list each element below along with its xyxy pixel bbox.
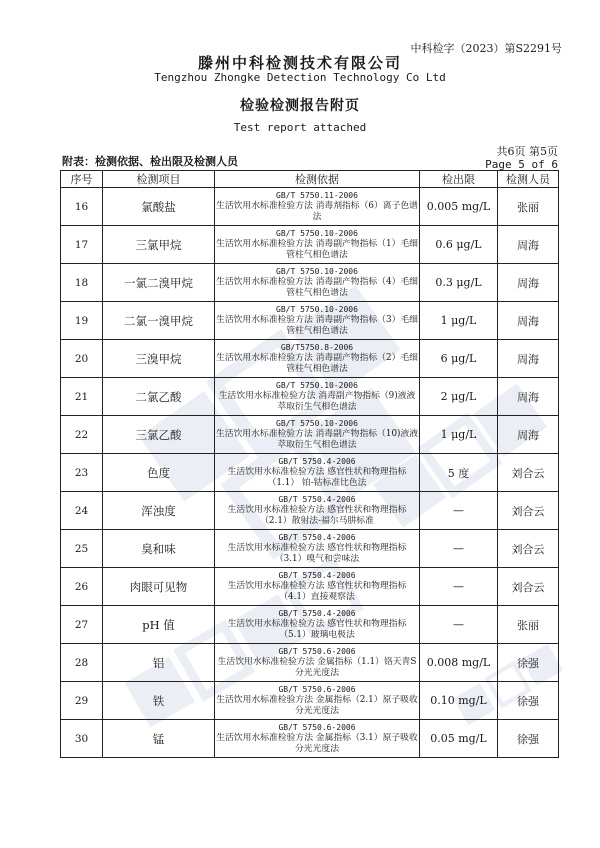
report-subtitle-cn: 检验检测报告附页 [240, 98, 360, 114]
test-item: 三氯乙酸 [103, 416, 215, 454]
detection-limit: 0.10 mg/L [420, 682, 498, 720]
row-number: 20 [61, 340, 103, 378]
standard-code: GB/T5750.8-2006 [280, 343, 354, 352]
standard-code: GB/T 5750.10-2006 [276, 229, 358, 238]
table-row [61, 454, 559, 492]
test-item: 氯酸盐 [103, 188, 215, 226]
detection-limit: 5 度 [420, 454, 498, 492]
test-basis [215, 644, 420, 682]
tester-name: 张丽 [498, 606, 559, 644]
test-item: 浑浊度 [103, 492, 215, 530]
test-basis [215, 226, 420, 264]
test-item: 色度 [103, 454, 215, 492]
test-basis-table [60, 170, 559, 758]
detection-limit: 2 μg/L [420, 378, 498, 416]
tester-name: 张丽 [498, 188, 559, 226]
tester-name: 周海 [498, 416, 559, 454]
table-row [61, 416, 559, 454]
table-row [61, 682, 559, 720]
test-basis [215, 568, 420, 606]
row-number: 22 [61, 416, 103, 454]
tester-name: 周海 [498, 340, 559, 378]
standard-code: GB/T 5750.4-2006 [278, 533, 356, 542]
method-description: 生活饮用水标准检验方法 消毒副产物指标（1）毛细管柱气相色谱法 [216, 239, 418, 260]
column-header-no: 序号 [61, 171, 103, 188]
test-item: 一氯二溴甲烷 [103, 264, 215, 302]
tester-name: 周海 [498, 264, 559, 302]
table-header-row [61, 171, 559, 188]
table-row [61, 264, 559, 302]
report-number: 中科检字（2023）第S2291号 [410, 42, 562, 55]
tester-name: 徐强 [498, 644, 559, 682]
detection-limit: 0.005 mg/L [420, 188, 498, 226]
detection-limit: 6 μg/L [420, 340, 498, 378]
test-basis [215, 340, 420, 378]
row-number: 30 [61, 720, 103, 758]
table-row [61, 188, 559, 226]
method-description: 生活饮用水标准检验方法 消毒副产物指标（10)液液萃取衍生气相色谱法 [215, 429, 419, 450]
test-basis [215, 302, 420, 340]
standard-code: GB/T 5750.10-2006 [276, 419, 358, 428]
test-item: 二氯乙酸 [103, 378, 215, 416]
row-number: 26 [61, 568, 103, 606]
test-basis [215, 606, 420, 644]
test-item: 三氯甲烷 [103, 226, 215, 264]
row-number: 28 [61, 644, 103, 682]
table-row [61, 378, 559, 416]
method-description: 生活饮用水标准检验方法 消毒副产物指标（9)液液萃取衍生气相色谱法 [218, 391, 416, 412]
test-basis [215, 682, 420, 720]
test-item: 臭和味 [103, 530, 215, 568]
table-row [61, 606, 559, 644]
row-number: 23 [61, 454, 103, 492]
test-basis [215, 454, 420, 492]
detection-limit: 1 μg/L [420, 416, 498, 454]
test-item: 铁 [103, 682, 215, 720]
method-description: 生活饮用水标准检验方法 感官性状和物理指标（1.1） 铂-钴标准比色法 [227, 467, 407, 488]
test-basis [215, 530, 420, 568]
tester-name: 刘合云 [498, 530, 559, 568]
detection-limit: — [420, 492, 498, 530]
standard-code: GB/T 5750.10-2006 [276, 305, 358, 314]
table-row [61, 720, 559, 758]
standard-code: GB/T 5750.10-2006 [276, 267, 358, 276]
method-description: 生活饮用水标准检验方法 消毒副产物指标（2）毛细管柱气相色谱法 [216, 353, 418, 374]
test-item: pH 值 [103, 606, 215, 644]
row-number: 24 [61, 492, 103, 530]
row-number: 18 [61, 264, 103, 302]
test-basis [215, 378, 420, 416]
table-row [61, 340, 559, 378]
row-number: 17 [61, 226, 103, 264]
tester-name: 周海 [498, 302, 559, 340]
method-description: 生活饮用水标准检验方法 消毒副产物指标（3）毛细管柱气相色谱法 [216, 315, 418, 336]
table-row [61, 302, 559, 340]
table-row [61, 568, 559, 606]
method-description: 生活饮用水标准检验方法 金属指标（1.1）铬天青S分光光度法 [217, 657, 417, 678]
test-item: 铝 [103, 644, 215, 682]
page-indicator-cn: 共6页 第5页 [496, 145, 558, 158]
standard-code: GB/T 5750.4-2006 [278, 457, 356, 466]
test-basis [215, 264, 420, 302]
row-number: 21 [61, 378, 103, 416]
method-description: 生活饮用水标准检验方法 金属指标（2.1）原子吸收分光光度法 [216, 695, 418, 716]
tester-name: 刘合云 [498, 492, 559, 530]
tester-name: 刘合云 [498, 454, 559, 492]
tester-name: 刘合云 [498, 568, 559, 606]
appendix-title: 附表：检测依据、检出限及检测人员 [62, 155, 238, 168]
test-item: 肉眼可见物 [103, 568, 215, 606]
detection-limit: 0.05 mg/L [420, 720, 498, 758]
test-item: 三溴甲烷 [103, 340, 215, 378]
tester-name: 周海 [498, 226, 559, 264]
method-description: 生活饮用水标准检验方法 消毒副产物指标（4）毛细管柱气相色谱法 [216, 277, 418, 298]
method-description: 生活饮用水标准检验方法 金属指标（3.1）原子吸收分光光度法 [216, 733, 418, 754]
test-basis [215, 416, 420, 454]
table-row [61, 492, 559, 530]
method-description: 生活饮用水标准检验方法 消毒剂指标（6）离子色谱法 [216, 201, 418, 222]
row-number: 29 [61, 682, 103, 720]
tester-name: 周海 [498, 378, 559, 416]
detection-limit: 0.3 μg/L [420, 264, 498, 302]
column-header-basis: 检测依据 [215, 171, 420, 188]
detection-limit: 0.008 mg/L [420, 644, 498, 682]
test-basis [215, 188, 420, 226]
company-name-en: Tengzhou Zhongke Detection Technology Co Ltd [154, 71, 446, 84]
table-row [61, 226, 559, 264]
row-number: 16 [61, 188, 103, 226]
standard-code: GB/T 5750.6-2006 [278, 723, 356, 732]
tester-name: 徐强 [498, 682, 559, 720]
test-basis [215, 492, 420, 530]
table-row [61, 530, 559, 568]
standard-code: GB/T 5750.11-2006 [276, 191, 358, 200]
standard-code: GB/T 5750.4-2006 [278, 571, 356, 580]
test-item: 锰 [103, 720, 215, 758]
standard-code: GB/T 5750.4-2006 [278, 609, 356, 618]
detection-limit: — [420, 568, 498, 606]
detection-limit: 0.6 μg/L [420, 226, 498, 264]
detection-limit: — [420, 530, 498, 568]
detection-limit: 1 μg/L [420, 302, 498, 340]
method-description: 生活饮用水标准检验方法 感官性状和物理指标（4.1）直接观察法 [227, 581, 407, 602]
method-description: 生活饮用水标准检验方法 感官性状和物理指标（5.1）玻璃电极法 [227, 619, 407, 640]
company-name-cn: 滕州中科检测技术有限公司 [197, 54, 402, 72]
standard-code: GB/T 5750.10-2006 [276, 381, 358, 390]
row-number: 25 [61, 530, 103, 568]
tester-name: 徐强 [498, 720, 559, 758]
row-number: 27 [61, 606, 103, 644]
method-description: 生活饮用水标准检验方法 感官性状和物理指标（2.1）散射法-福尔马肼标准 [227, 505, 407, 526]
column-header-person: 检测人员 [498, 171, 559, 188]
table-row [61, 644, 559, 682]
standard-code: GB/T 5750.4-2006 [278, 495, 356, 504]
standard-code: GB/T 5750.6-2006 [278, 685, 356, 694]
method-description: 生活饮用水标准检验方法 感官性状和物理指标（3.1）嗅气和尝味法 [227, 543, 407, 564]
column-header-item: 检测项目 [103, 171, 215, 188]
report-subtitle-en: Test report attached [233, 121, 367, 134]
standard-code: GB/T 5750.6-2006 [278, 647, 356, 656]
test-item: 二氯一溴甲烷 [103, 302, 215, 340]
test-basis [215, 720, 420, 758]
column-header-limit: 检出限 [420, 171, 498, 188]
detection-limit: — [420, 606, 498, 644]
page-indicator-en: Page 5 of 6 [485, 158, 558, 171]
row-number: 19 [61, 302, 103, 340]
